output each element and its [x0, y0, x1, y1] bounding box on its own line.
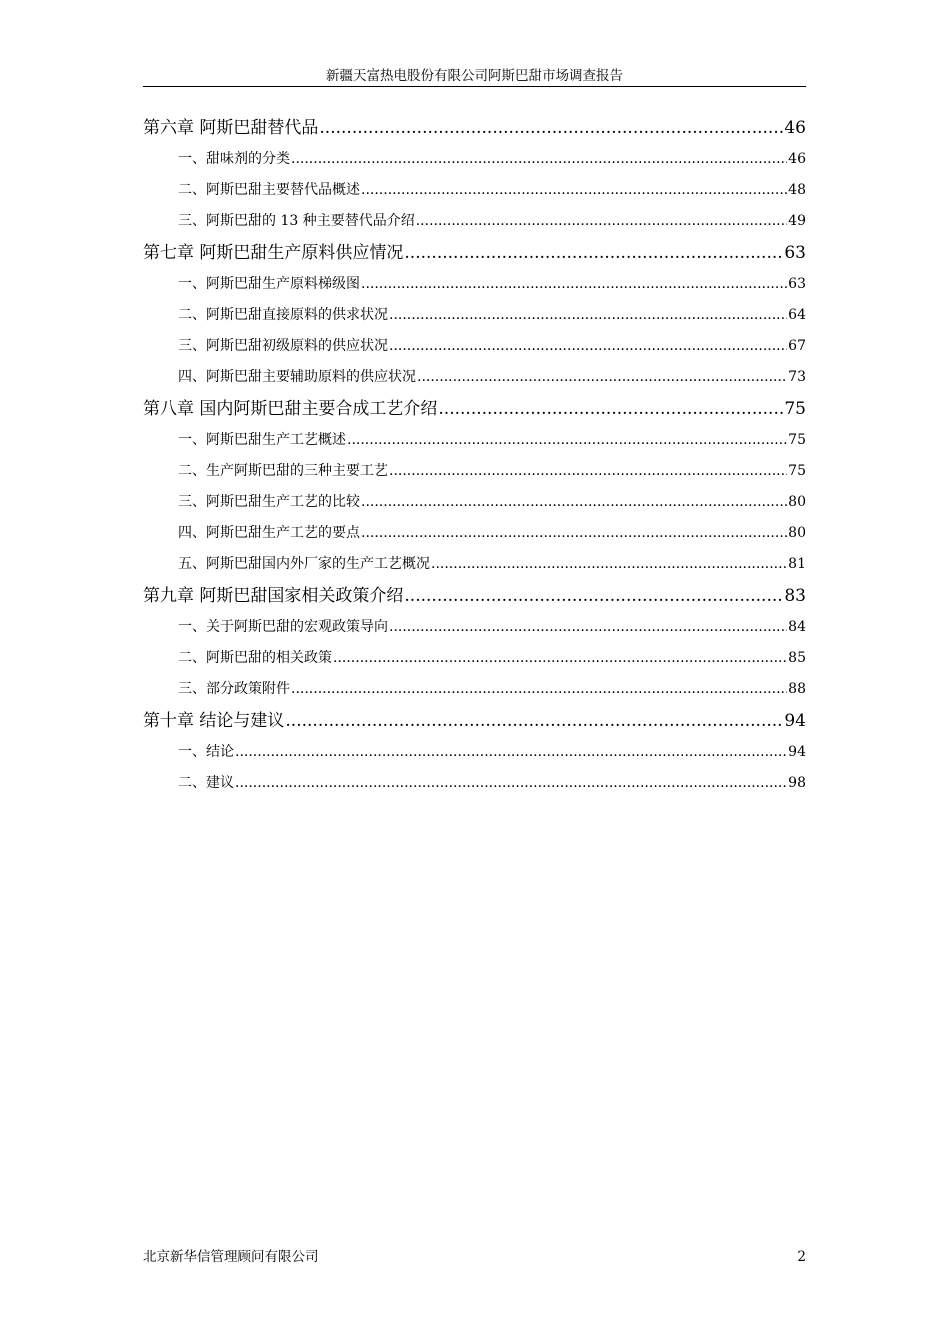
toc-leader-dots: [347, 425, 787, 456]
toc-leader-dots: [235, 768, 787, 799]
toc-entry-label: 一、关于阿斯巴甜的宏观政策导向: [178, 619, 388, 635]
toc-entry-label: 二、阿斯巴甜的相关政策: [178, 650, 332, 666]
toc-entry[interactable]: [143, 331, 806, 362]
toc-entry-label: 一、阿斯巴甜生产原料梯级图: [178, 276, 360, 292]
toc-entry-page: 63: [784, 243, 806, 263]
table-of-contents: [143, 112, 806, 799]
toc-entry-page: 49: [788, 213, 806, 229]
toc-entry-label: 二、阿斯巴甜主要替代品概述: [178, 182, 360, 198]
toc-entry-page: 48: [788, 182, 806, 198]
toc-entry-page: 80: [788, 494, 806, 510]
toc-entry[interactable]: [143, 300, 806, 331]
toc-entry[interactable]: [143, 269, 806, 300]
toc-entry-label: 第七章 阿斯巴甜生产原料供应情况: [143, 243, 404, 263]
toc-leader-dots: [417, 362, 787, 393]
toc-entry-page: 73: [788, 369, 806, 385]
toc-entry-page: 63: [788, 276, 806, 292]
toc-entry-page: 85: [788, 650, 806, 666]
toc-leader-dots: [285, 705, 783, 737]
toc-entry-label: 一、阿斯巴甜生产工艺概述: [178, 432, 346, 448]
toc-entry-page: 88: [788, 681, 806, 697]
toc-entry[interactable]: [143, 237, 806, 269]
toc-entry[interactable]: [143, 144, 806, 175]
footer-page-number: 2: [797, 1249, 806, 1265]
toc-leader-dots: [319, 112, 783, 144]
page-header: [143, 66, 806, 87]
toc-entry-page: 46: [788, 151, 806, 167]
toc-entry[interactable]: [143, 705, 806, 737]
toc-entry[interactable]: [143, 518, 806, 549]
toc-entry[interactable]: [143, 549, 806, 580]
toc-entry-label: 二、建议: [178, 775, 234, 791]
toc-leader-dots: [333, 643, 787, 674]
toc-entry[interactable]: [143, 612, 806, 643]
toc-leader-dots: [404, 580, 783, 612]
toc-entry-page: 46: [784, 118, 806, 138]
toc-leader-dots: [235, 737, 787, 768]
toc-entry[interactable]: [143, 456, 806, 487]
toc-entry-label: 五、阿斯巴甜国内外厂家的生产工艺概况: [178, 556, 430, 572]
toc-entry[interactable]: [143, 737, 806, 768]
toc-entry-page: 75: [788, 463, 806, 479]
toc-entry-label: 三、阿斯巴甜生产工艺的比较: [178, 494, 360, 510]
toc-entry-label: 第八章 国内阿斯巴甜主要合成工艺介绍: [143, 399, 438, 419]
footer-company: 北京新华信管理顾问有限公司: [143, 1249, 319, 1265]
toc-leader-dots: [291, 674, 787, 705]
toc-leader-dots: [361, 175, 787, 206]
toc-entry-label: 三、阿斯巴甜初级原料的供应状况: [178, 338, 388, 354]
toc-entry[interactable]: [143, 425, 806, 456]
toc-entry-label: 第九章 阿斯巴甜国家相关政策介绍: [143, 586, 404, 606]
toc-entry-label: 四、阿斯巴甜生产工艺的要点: [178, 525, 360, 541]
toc-entry-label: 三、阿斯巴甜的 13 种主要替代品介绍: [178, 213, 415, 229]
toc-leader-dots: [431, 549, 787, 580]
toc-entry-page: 94: [784, 711, 806, 731]
toc-leader-dots: [389, 456, 787, 487]
header-title: 新疆天富热电股份有限公司阿斯巴甜市场调查报告: [326, 68, 623, 84]
toc-entry-page: 80: [788, 525, 806, 541]
toc-leader-dots: [438, 393, 783, 425]
toc-entry-label: 三、部分政策附件: [178, 681, 290, 697]
toc-leader-dots: [291, 144, 787, 175]
toc-entry-label: 二、生产阿斯巴甜的三种主要工艺: [178, 463, 388, 479]
toc-entry-page: 98: [788, 775, 806, 791]
toc-entry-page: 67: [788, 338, 806, 354]
toc-entry-page: 84: [788, 619, 806, 635]
toc-entry[interactable]: [143, 487, 806, 518]
toc-entry[interactable]: [143, 674, 806, 705]
toc-leader-dots: [361, 487, 787, 518]
toc-entry[interactable]: [143, 206, 806, 237]
toc-entry[interactable]: [143, 393, 806, 425]
toc-entry-label: 一、结论: [178, 744, 234, 760]
toc-entry[interactable]: [143, 768, 806, 799]
toc-leader-dots: [404, 237, 783, 269]
toc-leader-dots: [389, 300, 787, 331]
toc-entry-label: 第十章 结论与建议: [143, 711, 285, 731]
toc-entry[interactable]: [143, 175, 806, 206]
toc-entry-page: 83: [784, 586, 806, 606]
toc-leader-dots: [361, 269, 787, 300]
toc-entry-page: 75: [788, 432, 806, 448]
toc-entry[interactable]: [143, 643, 806, 674]
toc-entry-label: 一、甜味剂的分类: [178, 151, 290, 167]
toc-leader-dots: [361, 518, 787, 549]
toc-leader-dots: [416, 206, 787, 237]
toc-entry-page: 75: [784, 399, 806, 419]
toc-entry-label: 二、阿斯巴甜直接原料的供求状况: [178, 307, 388, 323]
toc-entry-label: 第六章 阿斯巴甜替代品: [143, 118, 319, 138]
toc-entry[interactable]: [143, 580, 806, 612]
toc-entry-page: 81: [788, 556, 806, 572]
toc-entry-page: 94: [788, 744, 806, 760]
toc-entry-page: 64: [788, 307, 806, 323]
toc-leader-dots: [389, 331, 787, 362]
toc-entry[interactable]: [143, 362, 806, 393]
toc-leader-dots: [389, 612, 787, 643]
toc-entry-label: 四、阿斯巴甜主要辅助原料的供应状况: [178, 369, 416, 385]
toc-entry[interactable]: [143, 112, 806, 144]
